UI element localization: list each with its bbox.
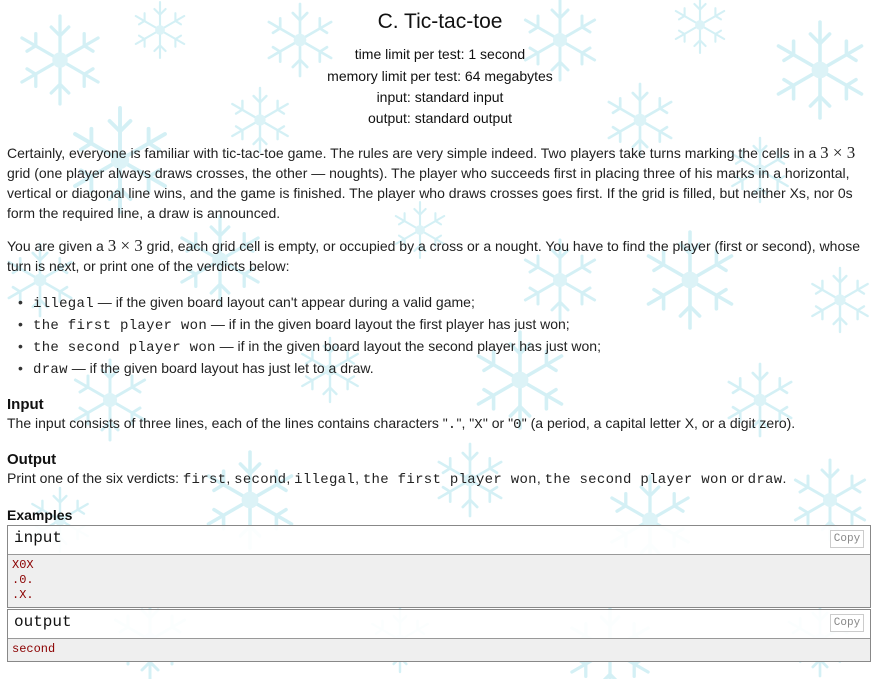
verdict-second-won: the second player won (544, 472, 728, 488)
output-section-text (7, 470, 873, 488)
example-line: .0. (12, 573, 34, 587)
legend-paragraph-1 (7, 143, 873, 223)
output-section-title: Output (7, 451, 57, 468)
list-item (18, 313, 868, 335)
input-text-b: ", " (456, 415, 475, 431)
input-section-text (7, 415, 873, 433)
verdict-text: — if the given board layout has just let to a draw. (67, 360, 374, 376)
verdict-code: the first player won (33, 318, 208, 334)
or-word: or (727, 470, 748, 486)
list-item (18, 291, 868, 313)
char-zero: 0 (513, 417, 522, 433)
p1-text-a: Certainly, everyone is familiar with tic-tac-toe game. The rules are very simple indeed. Two players take turns marking the cells in a (7, 145, 821, 161)
period: . (782, 470, 787, 486)
char-period: . (447, 417, 457, 433)
verdict-list (18, 291, 868, 379)
separator: , (536, 470, 545, 486)
verdict-draw: draw (747, 472, 783, 488)
example-input-content[interactable] (8, 555, 870, 607)
example-line: X0X (12, 558, 34, 572)
verdict-code: draw (33, 362, 68, 378)
example-output-header (8, 610, 870, 639)
list-item (18, 335, 868, 357)
example-output-content[interactable] (8, 639, 870, 661)
separator: , (286, 470, 295, 486)
example-input-header (8, 526, 870, 555)
input-text-d: " (a period, a capital letter X, or a digit zero). (521, 415, 796, 431)
input-type: input: standard input (376, 89, 504, 105)
example-output-label: output (14, 613, 72, 631)
example-output-box (7, 609, 871, 662)
example-input-box (7, 525, 871, 608)
verdict-second: second (234, 472, 287, 488)
verdict-illegal: illegal (294, 472, 356, 488)
output-type: output: standard output (368, 110, 512, 126)
examples-title: Examples (7, 507, 73, 523)
p2-text-a: You are given a (7, 238, 108, 254)
separator: , (226, 470, 235, 486)
verdict-text: — if the given board layout can't appear during a valid game; (93, 294, 475, 310)
grid-size-math: 3 × 3 (820, 143, 856, 162)
verdict-first-won: the first player won (362, 472, 537, 488)
grid-size-math: 3 × 3 (107, 236, 143, 255)
problem-title: C. Tic-tac-toe (377, 10, 503, 33)
p1-text-b: grid (one player always draws crosses, the other — noughts). The player who succeeds first in placing three of his marks in a horizontal, vertical or diagonal line wins, and the game is finished. The player who draws crosses goes first. If the grid is filled, but neither Xs, nor 0s form the required line, a draw is announced. (7, 165, 853, 221)
p2-text-b: grid, each grid cell is empty, or occupied by a cross or a nought. You have to find the player (first or second), whose turn is next, or print one of the verdicts below: (7, 238, 861, 274)
example-line: second (12, 642, 56, 656)
separator: , (355, 470, 363, 486)
copy-output-button[interactable]: Copy (830, 614, 864, 632)
copy-input-button[interactable]: Copy (830, 530, 864, 548)
verdict-text: — if in the given board layout the second player has just won; (215, 338, 601, 354)
example-line: .X. (12, 588, 34, 602)
verdict-code: the second player won (33, 340, 216, 356)
time-limit: time limit per test: 1 second (354, 46, 526, 62)
output-text-a: Print one of the six verdicts: (7, 470, 183, 486)
verdict-first: first (182, 472, 227, 488)
legend-paragraph-2 (7, 236, 873, 276)
input-text-c: " or " (482, 415, 514, 431)
input-section-title: Input (7, 396, 44, 413)
list-item (18, 357, 868, 379)
verdict-code: illegal (33, 296, 94, 312)
memory-limit: memory limit per test: 64 megabytes (327, 68, 553, 84)
example-input-label: input (14, 529, 63, 547)
char-x: X (474, 417, 483, 433)
verdict-text: — if in the given board layout the first player has just won; (207, 316, 570, 332)
input-text-a: The input consists of three lines, each of the lines contains characters " (7, 415, 448, 431)
